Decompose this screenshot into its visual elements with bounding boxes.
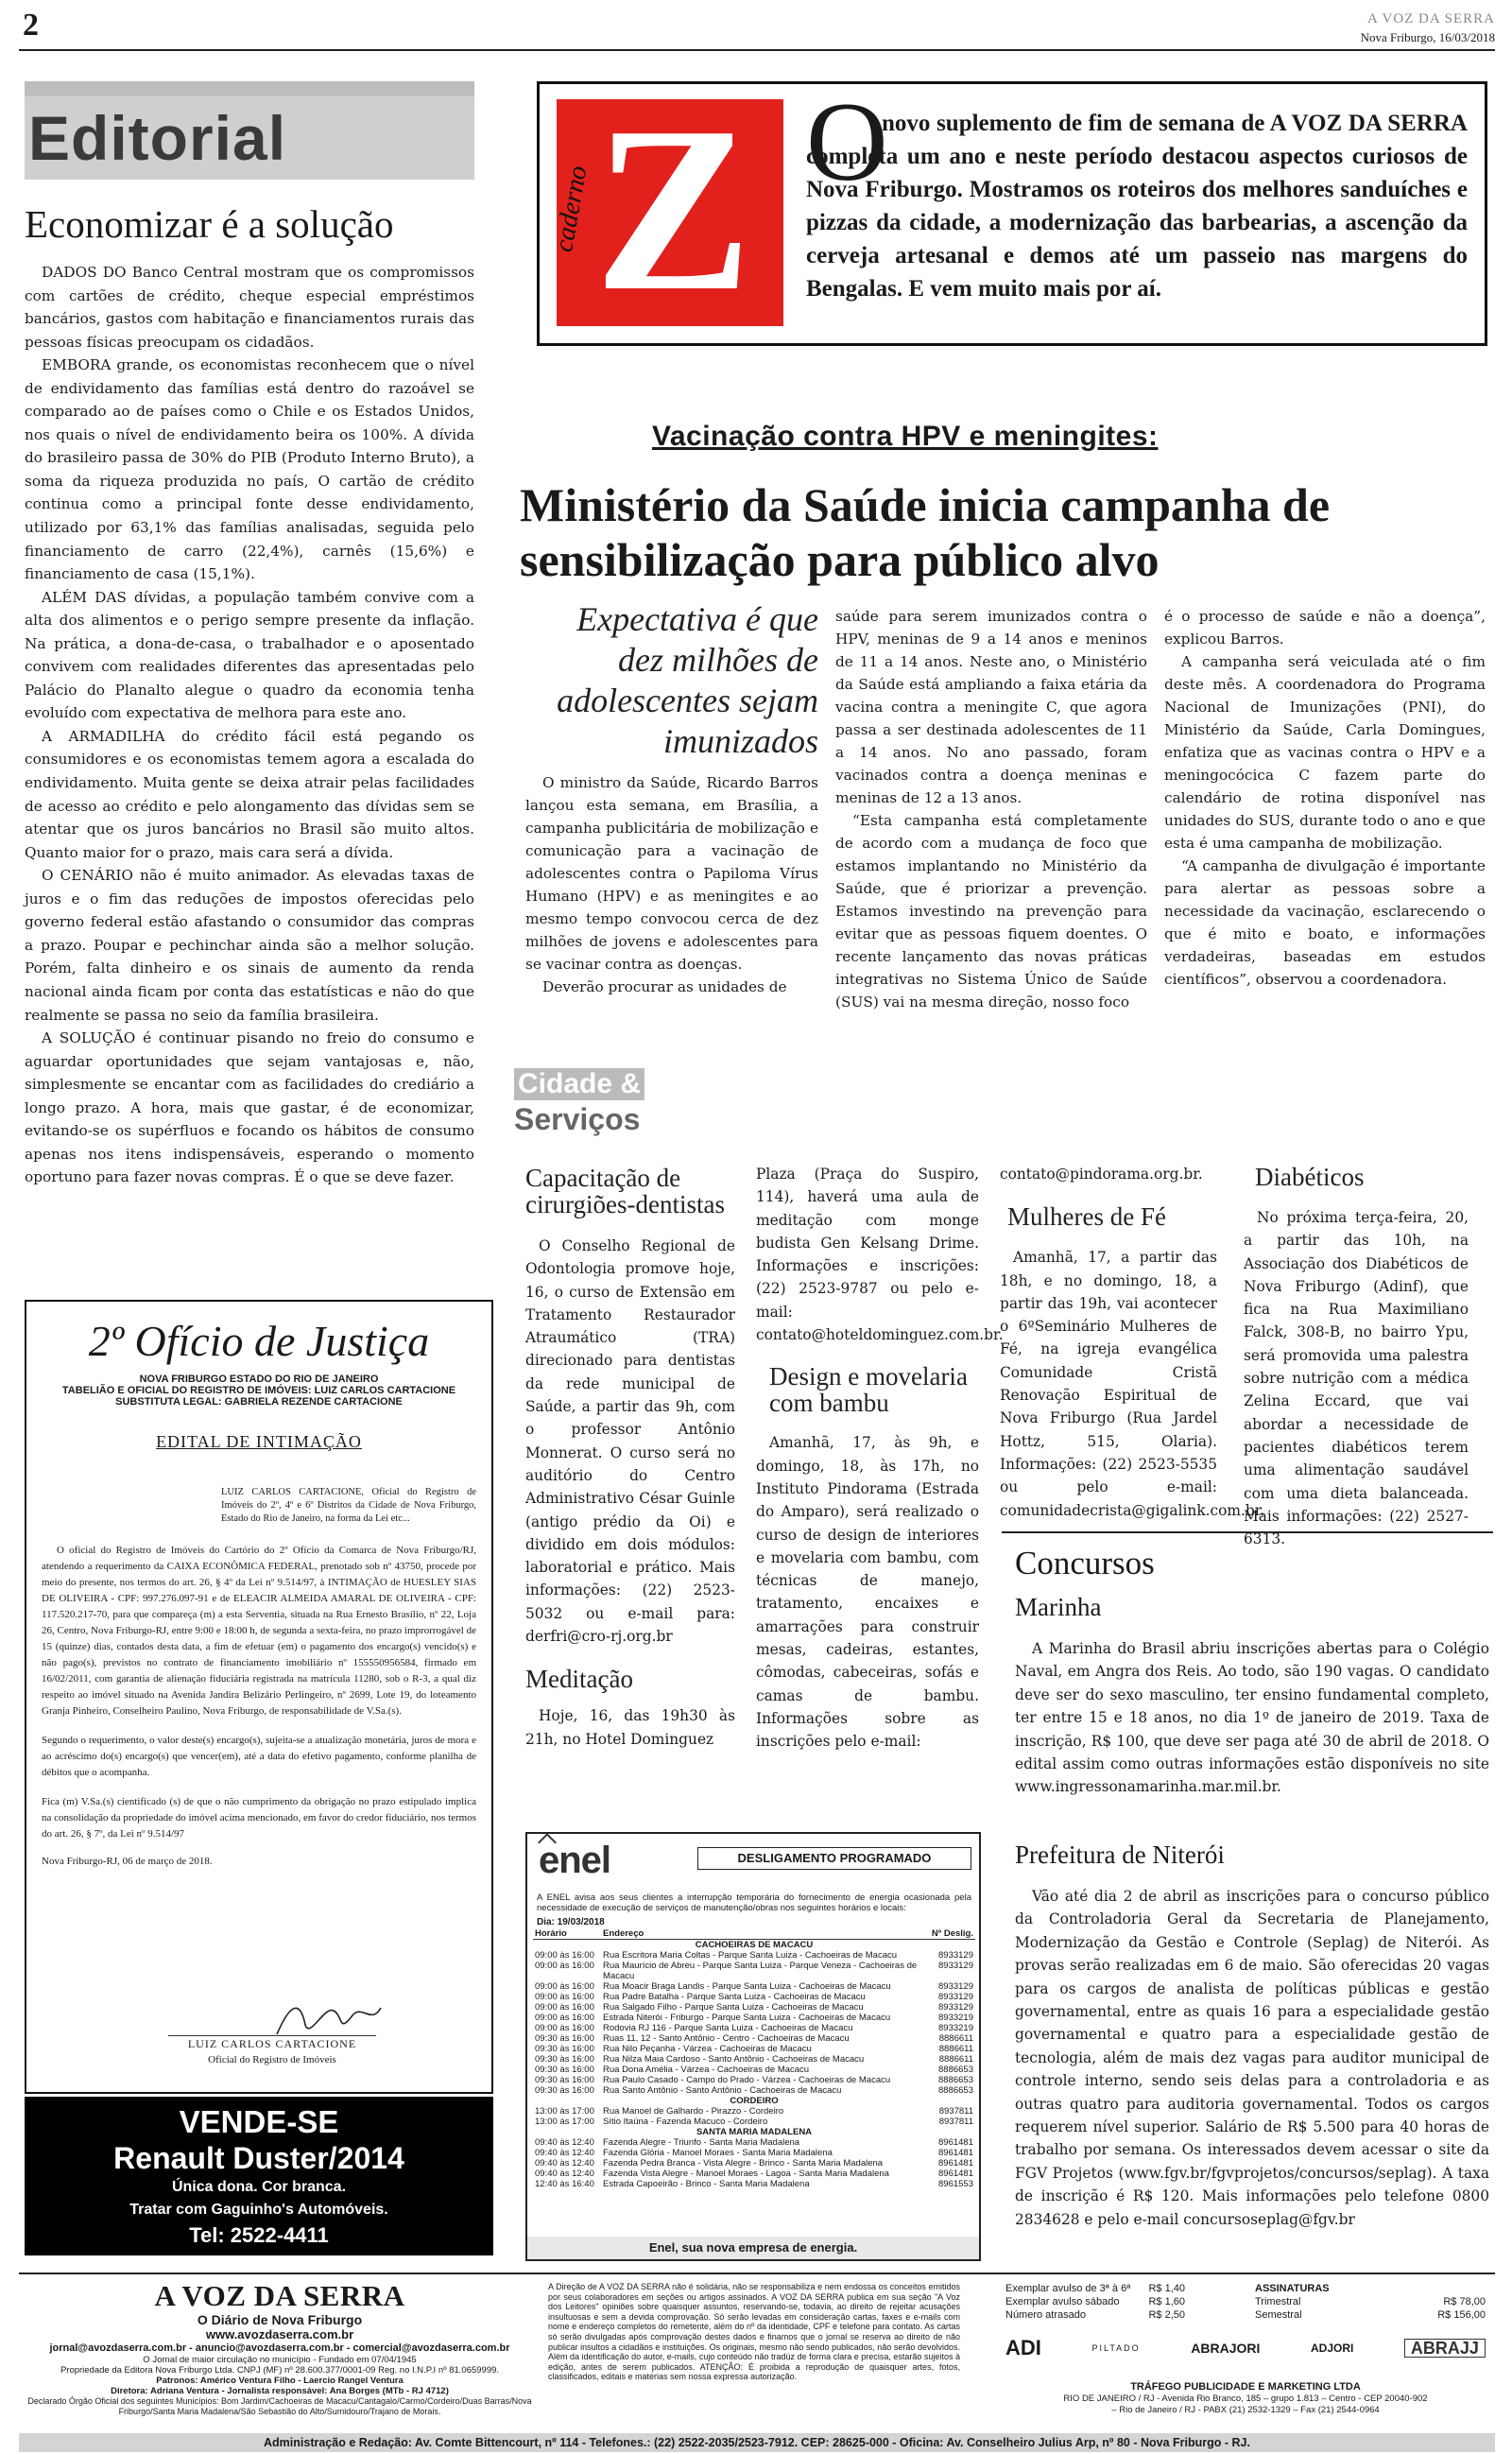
cidade-col-c [1000, 1163, 1265, 1522]
enel-cell-time: 09:30 às 16:00 [535, 2085, 594, 2096]
enel-cell-address: Rua Moacir Braga Landis - Parque Santa Luiza - Cachoeiras de Macacu [603, 1981, 891, 1992]
enel-cell-code: 8886611 [938, 2033, 973, 2044]
vende-title: VENDE-SE [179, 2104, 339, 2139]
cidade-item-text: Amanhã, 17, às 9h, e domingo, 18, às 17h, no Instituto Pindorama (Estrada do Amparo), será realizado o curso de design de interiores e movelaria com bambu, com técnicas de manejo, tratamento, encaixes e amarrações para construir mesas, cadeiras, estantes, cômodas, cabeceiras, sofás e camas de bambu. Informações sobre as inscrições pelo e-mail: [756, 1434, 979, 1751]
concursos-text-1: A Marinha do Brasil abriu inscrições abertas para o Colégio Naval, em Angra dos Reis. Ao todo, são 190 vagas. O candidato deve ser do sexo masculino, ter ensino fundamental completo, ter entre 15 e 18 anos, no dia 1º de janeiro de 2019. Taxa de inscrição, R$ 100, que deve ser paga até 30 de abril de 2018. O edital assim como outras informações estão disponíveis no site www.ingressonamarinha.mar.mil.br. [1015, 1640, 1489, 1796]
enel-rows [533, 1940, 975, 2190]
enel-group-header [533, 2127, 975, 2137]
enel-cell-address: Ruas 11, 12 - Santo Antônio - Centro - Cachoeiras de Macacu [603, 2033, 850, 2044]
cidade-item-title: Mulheres de Fé [1007, 1202, 1166, 1232]
enel-cell-code: 8886611 [938, 2044, 973, 2054]
enel-col-header: Horário [535, 1928, 567, 1939]
enel-cell-address: Rua Paulo Casado - Campo do Prado - Várzea - Cachoeiras de Macacu [603, 2075, 891, 2085]
footer-line-3: Patronos: Américo Ventura Filho - Laercio Rangel Ventura [156, 2376, 404, 2386]
editorial-label: Editorial [28, 103, 287, 173]
assinatura-row [1255, 2295, 1486, 2308]
enel-row [533, 1981, 975, 1992]
enel-banner: DESLIGAMENTO PROGRAMADO [697, 1847, 971, 1870]
footer-line-5: Declarado Órgão Oficial dos seguintes Municípios: Bom Jardim/Cachoeiras de Macacu/Cantagalo/Carmo/Cordeiro/Duas Barras/Nova Friburgo/Santa Maria Madalena/São Sebastião do Alto/Sumidouro/Trajano de Morais. [27, 2396, 532, 2416]
enel-cell-code: 8933219 [938, 2023, 973, 2033]
enel-footer: Enel, sua nova empresa de energia. [527, 2237, 979, 2259]
price-row [1005, 2295, 1185, 2308]
concursos-title: Concursos [1015, 1545, 1155, 1581]
cidade-item-text: No próxima terça-feira, 20, a partir das 10h, na Associação dos Diabéticos de Nova Friburgo (Adinf), que fica na Rua Maximiliano Falck, 308-B, no bairro Ypu, será promovida uma palestra sobre nutrição com a médica Zelina Eccard, que vai abordar a necessidade de pacientes diabéticos terem uma alimentação saudável com uma dieta balanceada. Mais informações: (22) 2527-6313. [1244, 1209, 1469, 1548]
enel-row [533, 1992, 975, 2002]
enel-cell-time: 09:30 às 16:00 [535, 2075, 594, 2085]
enel-row [533, 2117, 975, 2127]
cidade-col-b [756, 1163, 1004, 1754]
lead-paragraph: A campanha será veiculada até o fim deste mês. A coordenadora do Programa Nacional de Imunizações (PNI), do Ministério da Saúde, Carla Domingues, enfatiza que as vacinas contra o HPV e a meningocócica C fazem parte do calendário de rotina disponível nas unidades do SUS, durante todo o ano e que esta é uma campanha de mobilização. [1164, 653, 1486, 852]
concursos-text-2: Vão até dia 2 de abril as inscrições para o concurso público da Controladoria Geral da Secretaria de Planejamento, Modernização da Gestão e Controle (Seplag) de Niterói. As provas serão realizadas em 6 de maio. São oferecidas 20 vagas para os cargos de analista de políticas públicas e gestão governamental, entre as quais 16 para a especialidade gestão governamental e quatro para a especialidade gestão de tecnologia, além de mais dez vagas para auditor municipal de controle interno, sendo seis delas para a controladoria e as outras quatro para auditoria governamental. Todos os cargos requerem nível superior. Salário de R$ 5.500 para 40 horas de trabalho por semana. Os interessados devem acessar o site da FGV Projetos (www.fgv.br/fgvprojetos/concursos/seplag). A taxa de inscrição é R$ 120. Mais informações pelo telefone 0800 2834628 e pelo e-mail concursoseplag@fgv.br [1015, 1888, 1489, 2228]
cartorio-date: Nova Friburgo-RJ, 06 de março de 2018. [42, 1856, 213, 1867]
enel-cell-address: Rua Manoel de Galhardo - Pirazzo - Cordeiro [603, 2106, 784, 2117]
cartorio-body-1: O oficial do Registro de Imóveis do Cartório do 2º Ofício da Comarca de Nova Friburgo/RJ, atendendo a requerimento da CAIXA ECONÔMICA FEDERAL, prenotado sob nº 43750, procede por meio do presente, nos termos do art. 26, § 4º da Lei nº 9.514/97, à INTIMAÇÃO de HUESLEY SIAS DE OLIVEIRA - CPF: 997.276.097-91 e de ELEACIR ALMEIDA AMARAL DE OLIVEIRA - CPF: 117.520.217-70, para que compareça (m) a esta Serventia, situada na Rua Ernesto Brasílio, nº 22, Loja 26, Centro, Nova Friburgo-RJ, entre 9:00 e 18:00 h, de segunda a sexta-feira, no prazo improrrogável de 15 (quinze) dias, contados desta data, a fim de efetuar (em) o pagamento dos encargo(s) vencido(s) e não pago(s), previstos no contrato de financiamento imobiliário nº 155550956584, firmado em 16/02/2011, com garantia de alienação fiduciária registrada na matrícula 11280, sob o R-3, a qual diz respeito ao imóvel situado na Avenida Jandira Belizário Perlingeiro, nº 2699, Lote 19, do loteamento Granja Pinheiro, Conselheiro Paulino, Nova Friburgo, de responsabilidade de V.Sa.(s). [42, 1545, 476, 1717]
cartorio-body-2: Segundo o requerimento, o valor deste(s) encargo(s), sujeita-se a atualização monetária, juros de mora e ao acréscimo do(s) encargo(s) que vencer(em), até a data do efetivo pagamento, conforme planilha de débitos que o acompanha. [42, 1735, 476, 1778]
editorial-paragraph: ALÉM DAS dívidas, a população também convive com a alta dos alimentos e o perigo sempre presente da inflação. Na prática, a dona-de-casa, o trabalhador e o aposentado convivem com realidades diferentes das apresentadas pelo Palácio do Planalto alegue o quadro da economia tenha evoluído com expectativa de melhora para este ano. [25, 588, 474, 722]
enel-row [533, 2013, 975, 2023]
header-date: Nova Friburgo, 16/03/2018 [1360, 30, 1495, 44]
enel-cell-code: 8886611 [938, 2054, 973, 2065]
assinatura-value: R$ 78,00 [1443, 2296, 1486, 2307]
enel-cell-time: 09:00 às 16:00 [535, 1961, 594, 1971]
adi-logo: ADI [1005, 2336, 1041, 2359]
enel-col-header: Endereço [603, 1928, 644, 1939]
enel-row [533, 2137, 975, 2148]
header-masthead: A VOZ DA SERRA [1367, 11, 1495, 26]
cartorio-line-1: NOVA FRIBURGO ESTADO DO RIO DE JANEIRO [139, 1374, 379, 1385]
enel-col-header: Nº Deslig. [931, 1928, 973, 1939]
enel-cell-address: Rua Nilo Peçanha - Várzea - Cachoeiras de Macacu [603, 2044, 812, 2054]
enel-cell-time: 09:30 às 16:00 [535, 2065, 594, 2075]
cidade-item-title: Meditação [525, 1665, 633, 1694]
lead-paragraph: saúde para serem imunizados contra o HPV, meninas de 9 a 14 anos e meninos de 11 a 14 anos. Neste ano, o Ministério da Saúde está ampliando a faixa etária da vacina contra a meningite C, que agora passa a ser destinada adolescentes de 11 a 14 anos. No ano passado, foram vacinados contra a doença meninas e meninas de 12 a 13 anos. [835, 608, 1147, 806]
assinaturas-title: ASSINATURAS [1255, 2283, 1330, 2294]
enel-cell-code: 8961481 [938, 2158, 973, 2169]
enel-cell-time: 09:40 às 12:40 [535, 2169, 594, 2179]
cartorio-body-3: Fica (m) V.Sa.(s) cientificado (s) de que o não cumprimento da obrigação no prazo estipulado implica na consolidação da propriedade do imóvel acima mencionado, em favor do credor fiduciário, nos termos do art. 26, § 7º, da Lei nº 9.514/97 [42, 1796, 477, 1840]
abrajori-logo: ABRAJORI [1191, 2341, 1261, 2356]
cidade-label-1: Cidade & [514, 1068, 644, 1100]
enel-cell-address: Rua Santo Antônio - Santo Antônio - Cachoeiras de Macacu [603, 2085, 842, 2096]
trafego-title: TRÁFEGO PUBLICIDADE E MARKETING LTDA [1130, 2381, 1361, 2393]
cidade-item-title: Diabéticos [1255, 1163, 1365, 1191]
enel-logo-text: enel [539, 1840, 611, 1881]
enel-row [533, 2023, 975, 2033]
editorial-paragraph: A ARMADILHA do crédito fácil está pegando os consumidores e os economistas temem agora a escalada do endividamento. Muita gente se deixa atrair pelas facilidades de acesso ao crédito e pelo alongamento das dívidas sem se atentar que os juros bancários no Brasil são muito altos. Quanto maior for o prazo, mais cara será a dívida. [25, 727, 474, 861]
enel-cell-address: Rua Padre Batalha - Parque Santa Luiza - Cachoeiras de Macacu [603, 1992, 866, 2002]
cartorio-line-2: TABELIÃO E OFICIAL DO REGISTRO DE IMÓVEIS: LUIZ CARLOS CARTACIONE [61, 1385, 456, 1396]
enel-cell-address: Fazenda Glória - Manoel Moraes - Santa Maria Madalena [603, 2148, 833, 2158]
piltado-logo: PILTADO [1091, 2343, 1141, 2353]
enel-row [533, 2148, 975, 2158]
enel-row [533, 2002, 975, 2013]
lead-col-1 [525, 771, 818, 998]
abrajj-logo: ABRAJJ [1404, 2339, 1486, 2358]
enel-cell-address: Estrada Niterói - Friburgo - Parque Santa Luiza - Cachoeiras de Macacu [603, 2013, 891, 2023]
enel-cell-time: 13:00 às 17:00 [535, 2106, 594, 2117]
edital-title: EDITAL DE INTIMAÇÃO [156, 1432, 362, 1451]
cartorio-title: 2º Ofício de Justiça [88, 1317, 430, 1365]
footer-emails: jornal@avozdaserra.com.br - anuncio@avozdaserra.com.br - comercial@avozdaserra.com.br [49, 2342, 510, 2354]
enel-cell-code: 8961481 [938, 2169, 973, 2179]
enel-row [533, 2054, 975, 2065]
enel-cell-address: Rua Maurício de Abreu - Parque Santa Luiza - Parque Veneza - Cachoeiras de Macacu [603, 1961, 918, 1981]
concursos-sub-1: Marinha [1015, 1593, 1102, 1621]
page-header [19, 6, 1495, 47]
enel-cell-time: 09:40 às 12:40 [535, 2148, 594, 2158]
enel-row [533, 2065, 975, 2075]
editorial-paragraph: DADOS DO Banco Central mostram que os compromissos com cartões de crédito, cheque especial empréstimos bancários, gastos com habitação e financiamentos rurais das pessoas físicas preocupam os cidadãos. [25, 264, 474, 351]
assinatura-value: R$ 156,00 [1437, 2309, 1486, 2321]
enel-cell-time: 09:00 às 16:00 [535, 1992, 594, 2002]
cidade-col-d [1244, 1163, 1469, 1550]
enel-row [533, 1950, 975, 1961]
caderno-z-text [806, 107, 1468, 305]
price-value: R$ 1,40 [1148, 2283, 1185, 2294]
enel-cell-code: 8933219 [938, 2013, 973, 2023]
lead-paragraph: O ministro da Saúde, Ricardo Barros lançou esta semana, em Brasília, a campanha publicitária de mobilização e comunicação para a vacinação de adolescentes contra o Papiloma Vírus Humano (HPV) e as meningites e ao mesmo tempo convocou cerca de dez milhões de jovens e adolescentes para se vacinar contra as doenças. [525, 774, 818, 973]
enel-row [533, 2179, 975, 2189]
signature-line [168, 2035, 376, 2036]
cidade-item-text: O Conselho Regional de Odontologia promove hoje, 16, o curso de Extensão em Tratamento Restaurador Atraumático (TRA) direcionado para dentistas da rede municipal de Saúde, a partir das 9h, com o professor Antônio Monnerat. O curso será no auditório do Centro Administrativo César Guinle (antigo prédio da Oi) e dividido em dois módulos: laboratorial e prático. Mais informações: (22) 2523-5032 ou e-mail para: derfri@cro-rj.org.br [525, 1237, 735, 1646]
footer-logos [1005, 2327, 1486, 2369]
footer-address-bar: Administração e Redação: Av. Comte Bittencourt, nº 114 - Telefones.: (22) 2522-2035/2523-7912. CEP: 28625-000 - Oficina: Av. Conselheiro Julius Arp, nº 80 - Nova Friburgo - RJ. [19, 2433, 1495, 2452]
assinatura-label: Semestral [1255, 2309, 1302, 2321]
enel-cell-address: Rua Escritora Maria Coltas - Parque Santa Luiza - Cachoeiras de Macacu [603, 1950, 898, 1961]
lead-paragraph: “Esta campanha está completamente de acordo com a mudança de foco que estamos implantando no Ministério da Saúde, que é priorizar a prevenção. Estamos investindo na prevenção para evitar que as pessoas fiquem doentes. O recente lançamento das novas práticas integrativas no Sistema Único de Saúde (SUS) vai na mesma direção, nosso foco [835, 812, 1147, 1011]
lead-col-3 [1164, 605, 1486, 991]
enel-cell-address: Sítio Itaúna - Fazenda Macuco - Cordeiro [603, 2117, 768, 2127]
enel-row [533, 1961, 975, 1981]
header-rule [19, 49, 1495, 51]
caderno-z-box [537, 78, 1487, 346]
caderno-z-body: novo suplemento de fim de semana de A VOZ DA SERRA completa um ano e neste período destacou aspectos curiosos de Nova Friburgo. Mostramos os roteiros dos melhores sanduíches e pizzas da cidade, a modernização das barbearias, a ascenção da cerveja artesanal e demos até um passeio nas margens do Bengalas. E vem muito mais por aí. [806, 111, 1468, 302]
price-label: Exemplar avulso de 3ª à 6ª [1005, 2283, 1131, 2294]
cartorio-line-3: SUBSTITUTA LEGAL: GABRIELA REZENDE CARTACIONE [115, 1396, 403, 1408]
enel-row [533, 2169, 975, 2179]
enel-cell-address: Fazenda Alegre - Triunfo - Santa Maria Madalena [603, 2137, 800, 2148]
price-label: Exemplar avulso sábado [1005, 2296, 1120, 2307]
enel-cell-code: 8933129 [938, 1961, 973, 1971]
enel-row [533, 2085, 975, 2096]
editorial-title: Economizar é a solução [25, 202, 394, 246]
concursos-sub-2: Prefeitura de Niterói [1015, 1840, 1225, 1869]
price-table [1005, 2282, 1185, 2322]
assinatura-label: Trimestral [1255, 2296, 1301, 2307]
cartorio-intro: LUIZ CARLOS CARTACIONE, Oficial do Registro de Imóveis do 2º, 4º e 6º Distritos da Cidade de Nova Friburgo, Estado do Rio de Janeiro, na forma da Lei etc... [221, 1487, 476, 1524]
enel-group-name: SANTA MARIA MADALENA [696, 2127, 813, 2137]
enel-cell-time: 12:40 às 16:40 [535, 2179, 594, 2189]
price-value: R$ 1,60 [1148, 2296, 1185, 2307]
lead-headline: Ministério da Saúde inicia campanha de sensibilização para público alvo [520, 478, 1331, 586]
enel-date: Dia: 19/03/2018 [537, 1917, 605, 1927]
enel-cell-code: 8937811 [938, 2117, 973, 2127]
enel-cell-time: 09:00 às 16:00 [535, 1950, 594, 1961]
adjori-logo: ADJORI [1310, 2342, 1354, 2355]
footer-line-4: Diretora: Adriana Ventura - Jornalista responsável: Ana Borges (MTb - RJ 4712) [111, 2386, 449, 2396]
enel-cell-code: 8886653 [938, 2075, 973, 2085]
enel-notice [525, 1832, 981, 2261]
lead-paragraph: Deverão procurar as unidades de [542, 978, 787, 995]
price-row [1005, 2282, 1185, 2295]
enel-row [533, 2158, 975, 2169]
trafego-line-1: RIO DE JANEIRO / RJ - Avenida Rio Branco, 185 – grupo 1.813 – Centro - CEP 20040-902 [1063, 2394, 1428, 2404]
enel-cell-code: 8933129 [938, 2002, 973, 2013]
price-label: Número atrasado [1005, 2309, 1086, 2321]
enel-cell-address: Rua Nilza Maia Cardoso - Santo Antônio - Cachoeiras de Macacu [603, 2054, 865, 2065]
editorial-paragraph: A SOLUÇÃO é continuar pisando no freio do consumo e aguardar oportunidades que sejam vantajosas e, não, simplesmente se encantar com as facilidades do crediário a longo prazo. A hora, mais que gastar, é de economizar, evitando-se os supérfluos e focando os hábitos de consumo apenas nos itens indispensáveis, esperando o momento oportuno para fazer novas compras. É o que se deve fazer. [25, 1029, 474, 1186]
enel-table-wrap [533, 1928, 975, 2189]
editorial-banner [25, 81, 474, 180]
cartorio-notice [25, 1300, 493, 2094]
enel-cell-code: 8933129 [938, 1992, 973, 2002]
lead-paragraph: “A campanha de divulgação é importante para alertar as pessoas sobre a necessidade da vacinação, esclarecendo o que é mito e boato, e informações verdadeiras, baseadas em estudos científicos”, observou a coordenadora. [1164, 857, 1486, 988]
assinatura-row [1255, 2308, 1486, 2322]
cartorio-signer: LUIZ CARLOS CARTACIONE [187, 2037, 357, 2050]
lead-col-2 [835, 605, 1147, 1013]
vende-line-1: Única dona. Cor branca. [171, 2179, 347, 2195]
trafego-block [1005, 2380, 1486, 2416]
enel-cell-code: 8937811 [938, 2106, 973, 2117]
trafego-line-2: – Rio de Janeiro / RJ - PABX (21) 2532-1329 – Fax (21) 2544-0964 [1111, 2405, 1380, 2415]
footer-tagline: O Diário de Nova Friburgo [197, 2312, 363, 2327]
enel-cell-time: 09:00 às 16:00 [535, 2002, 594, 2013]
vende-phone: Tel: 2522-4411 [189, 2223, 329, 2247]
cidade-item-text: Hoje, 16, das 19h30 às 21h, no Hotel Dominguez [525, 1707, 735, 1748]
lead-kicker: Vacinação contra HPV e meningites: [652, 421, 1159, 452]
footer-line-2: Propriedade da Editora Nova Friburgo Ltda. CNPJ (MF) nº 28.600.377/0001-09 Reg. no I.N.P.I nº 81.0659999. [60, 2365, 500, 2376]
lead-paragraph: é o processo de saúde e não a doença”, explicou Barros. [1164, 608, 1486, 648]
enel-cell-time: 13:00 às 17:00 [535, 2117, 594, 2127]
footer-site: www.avozdaserra.com.br [205, 2327, 354, 2342]
enel-row [533, 2033, 975, 2044]
enel-cell-address: Estrada Capoeirão - Brinco - Santa Maria Madalena [603, 2179, 810, 2189]
vende-line-2: Tratar com Gaguinho's Automóveis. [129, 2202, 388, 2218]
enel-cell-code: 8933129 [938, 1950, 973, 1961]
enel-group-header [533, 2096, 975, 2106]
enel-cell-code: 8886653 [938, 2065, 973, 2075]
cidade-item-text: Plaza (Praça do Suspiro, 114), haverá uma aula de meditação com monge budista Gen Kelsang Drime. Informações e inscrições: (22) 2523-9787 ou pelo e-mail: contato@hoteldominguez.com.br. [756, 1166, 1004, 1344]
lead-deck: Expectativa é que dez milhões de adolescentes sejam imunizados [557, 600, 818, 760]
cidade-item-text: Amanhã, 17, a partir das 18h, e no domingo, 18, a partir das 19h, vai acontecer o 6ºSeminário Mulheres de Fé, na igreja evangélica Comunidade Cristã Renovação Espiritual de Nova Friburgo (Rua Jardel Hottz, 515, Olaria). Informações: (22) 2523-5535 ou pelo e-mail: comunidadecrista@gigalink.com.br. [1000, 1249, 1265, 1519]
caderno-z-logo [549, 78, 783, 340]
enel-cell-address: Rua Salgado Filho - Parque Santa Luiza - Cachoeiras de Macacu [603, 2002, 864, 2013]
enel-cell-code: 8961553 [938, 2179, 973, 2189]
cidade-item-title: Design e movelaria com bambu [769, 1362, 968, 1418]
enel-cell-address: Fazenda Vista Alegre - Manoel Moraes - Lagoa - Santa Maria Madalena [603, 2169, 889, 2179]
enel-notice-text: A ENEL avisa aos seus clientes a interrupção temporária do fornecimento de energia ocasionada pela necessidade de execução de serviços de manutenção/obras nos seguintes horários e locais: [537, 1892, 971, 1913]
enel-row [533, 2044, 975, 2054]
enel-cell-address: Rodovia RJ 116 - Parque Santa Luiza - Cachoeiras de Macacu [603, 2023, 853, 2033]
cidade-item-title: Capacitação de cirurgiões-dentistas [525, 1164, 725, 1218]
footer-masthead: A VOZ DA SERRA [154, 2279, 405, 2312]
footer-line-1: O Jornal de maior circulação no município - Fundado em 07/04/1945 [143, 2355, 417, 2365]
enel-group-name: CACHOEIRAS DE MACACU [695, 1940, 814, 1950]
enel-cell-code: 8933129 [938, 1981, 973, 1992]
enel-group-header [533, 1940, 975, 1951]
caderno-z-letter: Z [594, 78, 752, 340]
enel-cell-time: 09:30 às 16:00 [535, 2044, 594, 2054]
editorial-paragraph: O CENÁRIO não é muito animador. As elevadas taxas de juros e o fim das reduções de impostos oferecidas pelo governo federal estão afastando o consumidor das compras a prazo. Poupar e pechinchar ainda são a melhor solução. Porém, falta dinheiro e os sinais de aumento da renda nacional ainda ficam por conta das estatísticas e não do que realmente se passa no seio da família brasileira. [25, 867, 474, 1024]
cidade-label [514, 1068, 675, 1142]
enel-cell-time: 09:30 às 16:00 [535, 2054, 594, 2065]
enel-cell-code: 8961481 [938, 2137, 973, 2148]
cidade-item-text: contato@pindorama.org.br. [1000, 1166, 1203, 1183]
footer-disclaimer: A Direção de A VOZ DA SERRA não é solidária, não se responsabiliza e nem endossa os conceitos emitidos por seus colaboradores em seções ou artigos assinados. A VOZ DA SERRA publica em sua seção "A Voz dos Leitores" opiniões sobre quaisquer assuntos, reservando-se, todavia, ao direito de rejeitar acusações insultuosas e sem a devida comprovação. Só serão levadas em consideração cartas, faxes e e-mails com nome e endereço completos do remetente, além do nº da identidade, CPF e telefone para contato. As cartas só serão divulgadas após comprovação destes dados e finamos que o jornal se reserva ao direito de não publicar insultos a cidadãos e instituições. Os originais, mesmo não sendo publicados, não serão devolvidos. Além da identificação do autor, e-mails, cujo conteúdo não tradúz de forma clara e precisa, estarão sujeitos à edição, antes de serem publicados. ATENÇÃO: É proibida a reprodução de quaisquer artes, fotos, classificados, editais e matérias sem nossa expressa autorização. [548, 2282, 960, 2382]
assinaturas-table [1255, 2282, 1486, 2322]
enel-cell-code: 8961481 [938, 2148, 973, 2158]
page-number: 2 [23, 8, 39, 43]
cidade-col-a [525, 1165, 735, 1751]
enel-cell-time: 09:00 às 16:00 [535, 2023, 594, 2033]
enel-table [533, 1928, 975, 2189]
enel-cell-time: 09:00 às 16:00 [535, 2013, 594, 2023]
cartorio-signer-role: Oficial do Registro de Imóveis [208, 2054, 336, 2065]
footer-rule [19, 2273, 1495, 2274]
footer-masthead-block [25, 2280, 535, 2417]
caderno-z-word: caderno [549, 164, 593, 254]
caderno-z-dropcap: O [806, 78, 888, 204]
price-value: R$ 2,50 [1148, 2309, 1185, 2321]
vende-model: Renault Duster/2014 [113, 2141, 404, 2175]
enel-cell-address: Fazenda Pedra Branca - Vista Alegre - Brinco - Santa Maria Madalena [603, 2158, 884, 2169]
vende-se-ad [25, 2097, 493, 2255]
enel-cell-code: 8886653 [938, 2085, 973, 2096]
enel-cell-time: 09:30 às 16:00 [535, 2033, 594, 2044]
enel-cell-time: 09:40 às 12:40 [535, 2158, 594, 2169]
editorial-paragraph: EMBORA grande, os economistas reconhecem que o nível de endividamento das famílias está dentro do razoável se comparado ao de países como o Chile e os Estados Unidos, nos quais o nível de endividamento beira os 100%. A dívida do brasileiro passa de 30% do PIB (Produto Interno Bruto), a soma da riqueza produzida no país, O cartão de crédito continua como a principal fonte desse endividamento, utilizado por 63,1% das famílias analisadas, seguida pelo financiamento de carro (22,4%), carnês (15,6%) e financiamento de casa (15,1%). [25, 356, 474, 583]
enel-cell-time: 09:40 às 12:40 [535, 2137, 594, 2148]
cidade-label-2: Serviços [514, 1102, 641, 1136]
enel-group-name: CORDEIRO [730, 2096, 779, 2106]
enel-cell-time: 09:00 às 16:00 [535, 1981, 594, 1992]
enel-row [533, 2106, 975, 2117]
enel-cell-address: Rua Dona Amélia - Várzea - Cachoeiras de Macacu [603, 2065, 810, 2075]
editorial-body [25, 261, 474, 1189]
price-row [1005, 2308, 1185, 2322]
enel-row [533, 2075, 975, 2085]
